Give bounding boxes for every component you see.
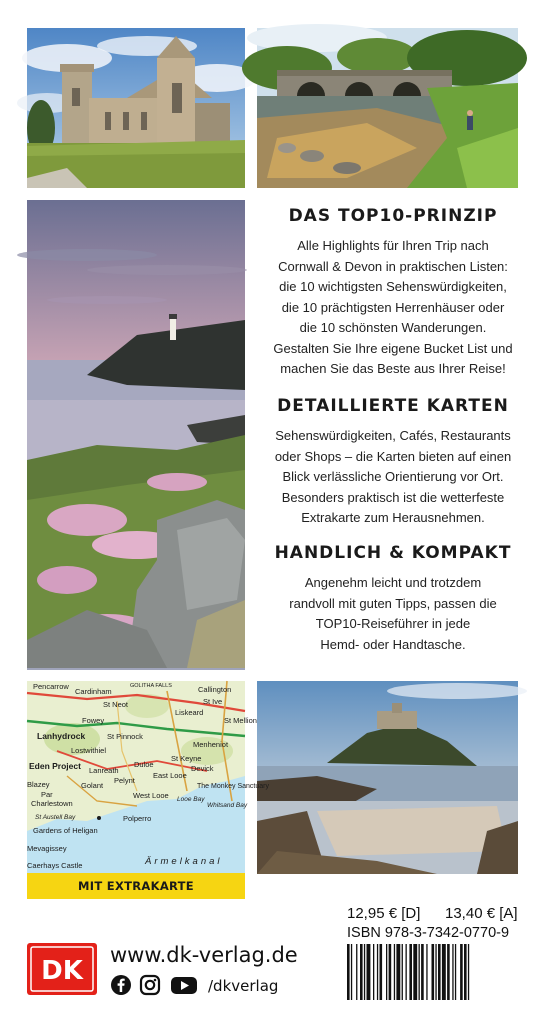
text-line: oder Shops – die Karten bieten auf einen [274, 448, 512, 464]
cathedral-photo [27, 28, 245, 188]
top10-principle-text [258, 236, 528, 380]
barcode-bar [464, 944, 467, 1000]
text-line: TOP10-Reiseführer in jede [315, 616, 471, 631]
barcode-bar [356, 944, 357, 1000]
text-line: Besonders praktisch ist die wetterfeste [281, 489, 505, 505]
map-place: Callington [198, 685, 232, 694]
barcode-bar [367, 944, 371, 1000]
dk-logo [27, 943, 97, 995]
facebook-icon[interactable] [110, 974, 132, 996]
text-line: die 10 schönsten Wanderungen. [299, 320, 487, 335]
youtube-icon[interactable] [170, 974, 198, 996]
barcode-bar [438, 944, 441, 1000]
price-germany: 12,95 € [D] [347, 905, 421, 922]
dk-logo-text: DK [41, 956, 83, 986]
barcode-bar [442, 944, 446, 1000]
barcode-bar [460, 944, 463, 1000]
map-place: St Mellion [224, 716, 257, 725]
map-place: Charlestown [31, 799, 73, 808]
barcode-bar [373, 944, 374, 1000]
map-place: Pencarrow [33, 682, 69, 691]
barcode-bar [435, 944, 436, 1000]
bridge-river-photo [257, 28, 518, 188]
barcode-bar [419, 944, 420, 1000]
handy-compact-heading: HANDLICH & KOMPAKT [274, 543, 512, 563]
text-line: Blick verlässliche Orientierung vor Ort. [282, 469, 504, 484]
barcode-bar [347, 944, 350, 1000]
map-place: Cardinham [75, 687, 112, 696]
barcode-bar [409, 944, 412, 1000]
map-place: St Neot [103, 700, 129, 709]
map-place: Caerhays Castle [27, 861, 83, 870]
barcode-bar [386, 944, 387, 1000]
map-place: Whitsand Bay [207, 802, 248, 809]
map-place: Par [41, 790, 53, 799]
extra-map-banner: MIT EXTRAKARTE [27, 873, 245, 899]
barcode-bar [426, 944, 427, 1000]
map-place: Devick [191, 764, 214, 773]
map-place: Fowey [82, 716, 105, 725]
map-place: St Keyne [171, 754, 202, 763]
map-place: Pelynt [114, 776, 135, 785]
barcode-bar [380, 944, 383, 1000]
barcode-bar [360, 944, 363, 1000]
isbn: ISBN 978-3-7342-0770-9 [347, 925, 510, 941]
top10-principle-section [258, 206, 528, 380]
website-link[interactable]: www.dk-verlag.de [110, 943, 298, 967]
barcode-bar [452, 944, 453, 1000]
map-place: West Looe [133, 791, 169, 800]
barcode-bar [468, 944, 469, 1000]
lighthouse-coast-photo [27, 200, 245, 668]
detailed-maps-text [258, 426, 528, 529]
barcode-bar [351, 944, 352, 1000]
map-place: Blazey [27, 780, 50, 789]
barcode-bar [455, 944, 456, 1000]
extra-map [27, 681, 269, 899]
barcode-bar [421, 944, 424, 1000]
map-place: St Ive [203, 697, 223, 706]
map-place: Liskeard [175, 708, 204, 717]
barcode-bar [406, 944, 407, 1000]
barcode-bar [432, 944, 435, 1000]
map-place: St Austell Bay [35, 814, 76, 821]
detailed-maps-section [258, 396, 528, 529]
barcode-bar [394, 944, 395, 1000]
handy-compact-text [258, 573, 528, 655]
isbn-barcode [347, 944, 518, 1000]
map-place: Polperro [123, 814, 152, 823]
map-place: Lanreath [89, 766, 119, 775]
map-place: Golant [81, 781, 104, 790]
map-place: Lostwithiel [71, 746, 107, 755]
map-place: Mevagissey [27, 844, 67, 853]
text-line: randvoll mit guten Tipps, passen die [289, 595, 497, 611]
barcode-bar [377, 944, 378, 1000]
map-place: St Pinnock [107, 732, 143, 741]
map-place: Duloe [134, 760, 154, 769]
st-michaels-mount-photo [257, 681, 518, 874]
barcode-bar [413, 944, 417, 1000]
detailed-maps-heading: DETAILLIERTE KARTEN [277, 396, 509, 416]
map-place: Eden Project [29, 761, 81, 771]
text-line: Cornwall & Devon in praktischen Listen: [278, 258, 508, 274]
text-line: machen Sie das Beste aus Ihrer Reise! [280, 361, 506, 376]
barcode-bar [447, 944, 450, 1000]
text-line: Extrakarte zum Herausnehmen. [301, 510, 485, 525]
text-line: Alle Highlights für Ihren Trip nach [297, 238, 489, 253]
text-line: Sehenswürdigkeiten, Cafés, Restaurants [275, 428, 511, 443]
handy-compact-section [258, 543, 528, 655]
price-austria: 13,40 € [A] [445, 905, 518, 922]
map-place: Ärmelkanal [145, 856, 223, 867]
map-place: The Monkey Sanctuary [197, 783, 269, 790]
top10-principle-heading: DAS TOP10-PRINZIP [288, 206, 498, 226]
social-handle[interactable]: /dkverlag [208, 977, 279, 995]
instagram-icon[interactable] [139, 974, 161, 996]
barcode-bar [402, 944, 403, 1000]
barcode-bar [396, 944, 400, 1000]
barcode-bar [389, 944, 392, 1000]
text-line: die 10 prächtigsten Herrenhäuser oder [281, 299, 505, 315]
text-line: Gestalten Sie Ihre eigene Bucket List und [273, 340, 513, 356]
barcode-bar [364, 944, 365, 1000]
text-line: die 10 wichtigsten Sehenswürdigkeiten, [279, 279, 507, 294]
map-place: Lanhydrock [37, 731, 86, 741]
map-place: East Looe [153, 771, 187, 780]
text-line: Hemd- oder Handtasche. [320, 636, 466, 652]
text-line: Angenehm leicht und trotzdem [304, 575, 482, 590]
map-place: GOLITHA FALLS [130, 683, 172, 689]
map-place: Gardens of Heligan [33, 826, 98, 835]
map-place: Menheniot [193, 740, 229, 749]
map-place: Looe Bay [177, 796, 205, 803]
